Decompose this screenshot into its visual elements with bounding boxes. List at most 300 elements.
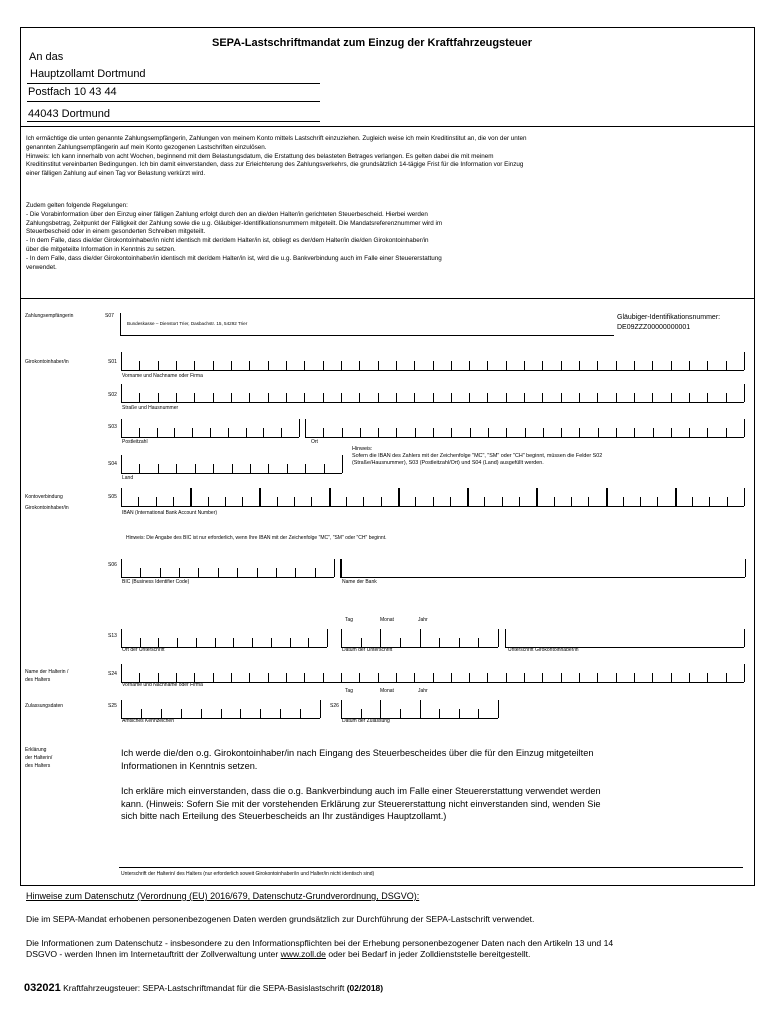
comb-tick <box>158 464 159 473</box>
comb-tick <box>469 673 470 682</box>
comb-tick <box>359 361 360 370</box>
comb-tick <box>121 488 122 506</box>
comb-tick <box>121 352 122 370</box>
plate-caption: Amtliches Kennzeichen <box>122 718 174 724</box>
comb-tick <box>286 361 287 370</box>
bic-hint: Hinweis: Die Angabe des BIC ist nur erforderlich, wenn Ihre IBAN mit der Zeichenfolge "MC", "SM" oder "CH" beginnt. <box>126 535 387 541</box>
comb-tick <box>177 638 178 647</box>
comb-tick <box>726 361 727 370</box>
rules-text: Zudem gelten folgende Regelungen: - Die Vorabinformation über den Einzug einer fälligen Zahlung erfolgt durch den an die/den Halter/in gerichteten Steuerbescheid. Hierbei werden Zahlungsbetrag, Zeitpunkt der Fälligkeit der Zahlung sowie die u.g. Gläubiger-Identifikationsnummern mitgeteilt. Die Mandatsreferenznummer wird im Steuerbescheid oder in einem gesonderten Schreiben mitgeteilt. - In dem Falle, dass die/der Girokontoinhaber/in nicht identisch mit der/dem Halter/in ist, obliegt es der/dem Halter/in die/den Girokontoinhaber/in über die mitgeteilte Information in Kenntnis zu setzen. - In dem Falle, dass die/der Girokontoinhaber/in identisch mit der/dem Halter/in ist, wird die u.g. Bankverbindung auch im Falle einer Steuererstattung verwendet. <box>26 202 443 271</box>
account-holder-signature-field[interactable] <box>505 629 744 648</box>
comb-tick <box>588 497 589 506</box>
comb-tick <box>304 393 305 402</box>
address-line-1: Hauptzollamt Dortmund <box>30 68 146 80</box>
comb-tick <box>341 673 342 682</box>
comb-tick <box>228 428 229 437</box>
comb-tick <box>414 361 415 370</box>
country-caption: Land <box>122 475 134 481</box>
comb-tick <box>396 361 397 370</box>
comb-tick <box>469 361 470 370</box>
address-rule-1 <box>27 83 320 84</box>
payee-value: Bundeskasse – Dienstort Trier, Dasbachstr. 15, 54292 Trier <box>127 321 248 326</box>
comb-tick <box>280 709 281 718</box>
address-rule-3 <box>27 121 320 122</box>
comb-tick <box>213 464 214 473</box>
comb-tick <box>616 361 617 370</box>
comb-tick <box>363 497 364 506</box>
comb-tick <box>398 488 400 506</box>
payee-label: Zahlungsempfängerin <box>25 313 74 319</box>
comb-tick <box>139 393 140 402</box>
bank-name-field[interactable] <box>340 559 745 578</box>
comb-tick <box>233 638 234 647</box>
comb-tick <box>726 428 727 437</box>
comb-tick <box>299 419 300 437</box>
comb-tick <box>414 393 415 402</box>
iban-field[interactable] <box>121 488 744 507</box>
comb-tick <box>726 393 727 402</box>
comb-tick <box>652 361 653 370</box>
comb-tick <box>459 709 460 718</box>
s13-code: S13 <box>108 633 117 639</box>
comb-tick <box>745 559 746 577</box>
comb-tick <box>400 638 401 647</box>
comb-tick <box>709 497 710 506</box>
comb-tick <box>201 709 202 718</box>
comb-tick <box>259 488 261 506</box>
comb-tick <box>525 428 526 437</box>
comb-tick <box>218 568 219 577</box>
date-day-label: Tag <box>345 617 354 623</box>
comb-tick <box>744 488 745 506</box>
comb-tick <box>451 361 452 370</box>
comb-tick <box>433 673 434 682</box>
comb-tick <box>139 464 140 473</box>
comb-tick <box>139 361 140 370</box>
comb-tick <box>433 361 434 370</box>
comb-tick <box>640 497 641 506</box>
comb-tick <box>396 673 397 682</box>
comb-tick <box>707 393 708 402</box>
comb-tick <box>304 673 305 682</box>
comb-tick <box>380 629 381 647</box>
comb-tick <box>561 428 562 437</box>
comb-tick <box>506 673 507 682</box>
comb-tick <box>381 497 382 506</box>
address-line-3: 44043 Dortmund <box>28 108 110 120</box>
comb-tick <box>415 497 416 506</box>
s01-caption: Vorname und Nachname oder Firma <box>122 373 203 379</box>
comb-tick <box>439 638 440 647</box>
comb-tick <box>176 361 177 370</box>
privacy-text-4: oder bei Bedarf in jeder Zolldienststelle bereitgestellt. <box>328 949 531 959</box>
account-holder-name-field[interactable] <box>121 352 744 371</box>
comb-tick <box>213 393 214 402</box>
comb-tick <box>174 428 175 437</box>
comb-tick <box>140 568 141 577</box>
comb-tick <box>361 709 362 718</box>
keeper-caption: Vorname und Nachname oder Firma <box>122 682 203 688</box>
comb-tick <box>554 497 555 506</box>
place-caption: Ort der Unterschrift <box>122 647 165 653</box>
comb-tick <box>561 361 562 370</box>
comb-tick <box>579 428 580 437</box>
comb-tick <box>616 673 617 682</box>
comb-tick <box>692 497 693 506</box>
comb-tick <box>420 629 421 647</box>
form-code: 032021 <box>24 982 61 994</box>
payee-code: S07 <box>105 313 114 319</box>
comb-tick <box>121 664 122 682</box>
privacy-text-3: DSGVO - werden Ihnen im Internetauftritt der Zollverwaltung unter <box>26 949 279 959</box>
comb-tick <box>707 428 708 437</box>
comb-tick <box>359 673 360 682</box>
comb-tick <box>342 455 343 473</box>
s03-code: S03 <box>108 424 117 430</box>
comb-tick <box>121 384 122 402</box>
comb-tick <box>597 361 598 370</box>
comb-tick <box>231 361 232 370</box>
comb-tick <box>597 393 598 402</box>
comb-tick <box>305 464 306 473</box>
comb-tick <box>451 673 452 682</box>
postcode-field[interactable] <box>121 419 299 438</box>
signature-date-caption: Datum der Unterschrift <box>342 647 393 653</box>
comb-tick <box>225 497 226 506</box>
comb-tick <box>190 488 192 506</box>
comb-tick <box>158 393 159 402</box>
s26-code: S26 <box>330 703 339 709</box>
comb-tick <box>571 497 572 506</box>
form-version: (02/2018) <box>346 983 384 993</box>
country-field[interactable] <box>121 455 342 474</box>
comb-tick <box>121 455 122 473</box>
comb-tick <box>346 497 347 506</box>
comb-tick <box>378 673 379 682</box>
comb-tick <box>311 497 312 506</box>
comb-tick <box>249 393 250 402</box>
comb-tick <box>542 393 543 402</box>
comb-tick <box>505 629 506 647</box>
divider-header <box>20 126 754 127</box>
comb-tick <box>158 361 159 370</box>
comb-tick <box>498 629 499 647</box>
comb-tick <box>727 497 728 506</box>
comb-tick <box>294 497 295 506</box>
comb-tick <box>263 428 264 437</box>
comb-tick <box>653 428 654 437</box>
keeper-signature-caption: Unterschrift der Halterin/ des Halters (nur erforderlich soweit Girokontoinhaber/in und Halter/in nicht identisch sind) <box>121 871 375 877</box>
comb-tick <box>451 428 452 437</box>
privacy-heading: Hinweise zum Datenschutz (Verordnung (EU) 2016/679, Datenschutz-Grundverordnung, DSGVO): <box>26 891 420 901</box>
comb-tick <box>597 673 598 682</box>
comb-tick <box>469 393 470 402</box>
street-field[interactable] <box>121 384 744 403</box>
s24-code: S24 <box>108 671 117 677</box>
registration-date-field[interactable] <box>341 700 498 719</box>
comb-tick <box>616 393 617 402</box>
comb-tick <box>231 393 232 402</box>
comb-tick <box>361 638 362 647</box>
comb-tick <box>467 488 469 506</box>
comb-tick <box>671 428 672 437</box>
comb-tick <box>439 709 440 718</box>
signature-place-field[interactable] <box>121 629 327 648</box>
comb-tick <box>414 673 415 682</box>
comb-tick <box>378 361 379 370</box>
keeper-signature-line[interactable] <box>119 867 743 868</box>
address-line-2: Postfach 10 43 44 <box>28 86 117 98</box>
comb-tick <box>281 428 282 437</box>
comb-tick <box>221 709 222 718</box>
privacy-text-2: Die Informationen zum Datenschutz - insbesondere zu den Informationspflichten bei der Erhebung personenbezogener Daten nach den Artikeln 13 und 14 <box>26 938 614 948</box>
comb-tick <box>744 352 745 370</box>
comb-tick <box>652 393 653 402</box>
comb-tick <box>121 700 122 718</box>
comb-tick <box>323 393 324 402</box>
comb-tick <box>634 361 635 370</box>
comb-tick <box>519 497 520 506</box>
comb-tick <box>579 361 580 370</box>
comb-tick <box>487 361 488 370</box>
comb-tick <box>286 393 287 402</box>
comb-tick <box>657 497 658 506</box>
comb-tick <box>478 709 479 718</box>
comb-tick <box>470 428 471 437</box>
bank-label-1: Kontoverbindung <box>25 494 63 500</box>
comb-tick <box>139 673 140 682</box>
comb-tick <box>744 384 745 402</box>
account-holder-label: Girokontoinhaber/in <box>25 359 69 365</box>
creditor-id-label: Gläubiger-Identifikationsnummer: <box>617 314 721 321</box>
comb-tick <box>324 464 325 473</box>
bic-field[interactable] <box>121 559 334 578</box>
comb-tick <box>327 629 328 647</box>
signature-date-field[interactable] <box>341 629 498 648</box>
comb-tick <box>232 464 233 473</box>
comb-tick <box>320 700 321 718</box>
comb-tick <box>208 497 209 506</box>
comb-tick <box>378 393 379 402</box>
comb-tick <box>213 361 214 370</box>
comb-tick <box>744 419 745 437</box>
keeper-name-field[interactable] <box>121 664 744 683</box>
comb-tick <box>450 497 451 506</box>
comb-tick <box>121 419 122 437</box>
comb-tick <box>524 673 525 682</box>
declaration-inform: Ich werde die/den o.g. Girokontoinhaber/in nach Eingang des Steuerbescheides über die für den Einzug mitgeteilten Informationen in Kenntnis setzen. <box>121 748 594 771</box>
bic-caption: BIC (Business Identifier Code) <box>122 579 190 585</box>
comb-tick <box>295 568 296 577</box>
comb-tick <box>487 393 488 402</box>
comb-tick <box>290 638 291 647</box>
comb-tick <box>195 464 196 473</box>
city-caption: Ort <box>311 439 318 445</box>
comb-tick <box>341 559 342 577</box>
comb-tick <box>433 393 434 402</box>
reg-date-day-label: Tag <box>345 688 354 694</box>
comb-tick <box>484 497 485 506</box>
comb-tick <box>323 673 324 682</box>
comb-tick <box>506 428 507 437</box>
comb-tick <box>141 709 142 718</box>
comb-tick <box>329 488 331 506</box>
zoll-link[interactable]: www.zoll.de <box>280 949 326 959</box>
comb-tick <box>250 464 251 473</box>
comb-tick <box>579 673 580 682</box>
comb-tick <box>502 497 503 506</box>
comb-tick <box>478 638 479 647</box>
comb-tick <box>210 428 211 437</box>
comb-tick <box>300 709 301 718</box>
comb-tick <box>488 428 489 437</box>
comb-tick <box>652 673 653 682</box>
comb-tick <box>634 393 635 402</box>
declaration-consent: Ich erkläre mich einverstanden, dass die o.g. Bankverbindung auch im Falle einer Steuererstattung verwendet werden kann. (Hinweis: Sofern Sie mit der vorstehenden Erklärung zur Steuererstattung nicht einverstanden sind, wenden Sie sich bitte nach Erteilung des Steuerbescheids an Ihr zuständiges Hauptzollamt.) <box>121 786 601 821</box>
reg-date-month-label: Monat <box>380 688 394 694</box>
comb-tick <box>341 629 342 647</box>
comb-tick <box>396 393 397 402</box>
comb-tick <box>506 393 507 402</box>
comb-tick <box>287 464 288 473</box>
comb-tick <box>323 428 324 437</box>
comb-tick <box>634 673 635 682</box>
comb-tick <box>341 700 342 718</box>
comb-tick <box>213 673 214 682</box>
comb-tick <box>304 361 305 370</box>
comb-tick <box>360 428 361 437</box>
comb-tick <box>524 361 525 370</box>
comb-tick <box>459 638 460 647</box>
s05-code: S05 <box>108 494 117 500</box>
address-rule-2 <box>27 101 320 102</box>
divider-intro <box>20 298 754 299</box>
comb-tick <box>176 673 177 682</box>
holder-signature-caption: Unterschrift Girokontoinhaber/in <box>508 647 579 653</box>
comb-tick <box>240 709 241 718</box>
creditor-id-value: DE09ZZZ00000000001 <box>617 324 691 331</box>
comb-tick <box>257 568 258 577</box>
comb-tick <box>268 464 269 473</box>
bank-label-2: Girokontoinhaber/in <box>25 505 69 511</box>
comb-tick <box>181 709 182 718</box>
comb-tick <box>161 709 162 718</box>
s02-caption: Straße und Hausnummer <box>122 405 179 411</box>
city-field[interactable] <box>305 419 744 438</box>
comb-tick <box>433 428 434 437</box>
comb-tick <box>315 568 316 577</box>
comb-tick <box>194 393 195 402</box>
mandate-text: Ich ermächtige die unten genannte Zahlungsempfängerin, Zahlungen von meinem Konto mittels Lastschrift einzuziehen. Zugleich weise ich mein Kreditinstitut an, die von der unten genannten Zahlungsempfängerin auf mein Konto gezogenen Lastschriften einzulösen. Hinweis: Ich kann innerhalb von acht Wochen, beginnend mit dem Belastungsdatum, die Erstattung des belasteten Betrages verlangen. Es gelten dabei die mit meinem Kreditinstitut vereinbarten Bedingungen. Ich bin damit einverstanden, dass zur Erleichterung des Zahlungsverkehrs, die grundsätzlich 14-tägige Frist für die Information vor Einzug einer fälligen Zahlung auf einen Tag vor Belastung verkürzt wird. <box>26 135 527 178</box>
comb-tick <box>323 361 324 370</box>
comb-tick <box>606 488 608 506</box>
comb-tick <box>286 673 287 682</box>
comb-tick <box>121 629 122 647</box>
comb-tick <box>744 664 745 682</box>
iban-caption: IBAN (International Bank Account Number) <box>122 510 218 516</box>
license-plate-field[interactable] <box>121 700 320 719</box>
comb-tick <box>396 428 397 437</box>
s04-code: S04 <box>108 461 117 467</box>
date-year-label: Jahr <box>418 617 428 623</box>
comb-tick <box>689 361 690 370</box>
comb-tick <box>380 700 381 718</box>
comb-tick <box>451 393 452 402</box>
comb-tick <box>675 488 677 506</box>
comb-tick <box>268 361 269 370</box>
comb-tick <box>726 673 727 682</box>
registration-date-caption: Datum der Zulassung <box>342 718 390 724</box>
comb-tick <box>271 638 272 647</box>
comb-tick <box>160 568 161 577</box>
comb-tick <box>634 428 635 437</box>
privacy-text-1: Die im SEPA-Mandat erhobenen personenbezogenen Daten werden grundsätzlich zur Durchführung der SEPA-Lastschrift verwendet. <box>26 914 535 924</box>
comb-tick <box>415 428 416 437</box>
comb-tick <box>173 497 174 506</box>
comb-tick <box>689 428 690 437</box>
address-to: An das <box>29 51 64 63</box>
comb-tick <box>334 559 335 577</box>
comb-tick <box>342 428 343 437</box>
comb-tick <box>542 361 543 370</box>
comb-tick <box>561 393 562 402</box>
comb-tick <box>198 568 199 577</box>
comb-tick <box>498 700 499 718</box>
comb-tick <box>246 428 247 437</box>
comb-tick <box>176 464 177 473</box>
comb-tick <box>252 638 253 647</box>
comb-tick <box>561 673 562 682</box>
date-month-label: Monat <box>380 617 394 623</box>
comb-tick <box>524 393 525 402</box>
declaration-label: Erklärung der Halterin/ des Halters <box>25 747 53 769</box>
comb-tick <box>176 393 177 402</box>
comb-tick <box>400 709 401 718</box>
document-title: SEPA-Lastschriftmandat zum Einzug der Kraftfahrzeugsteuer <box>212 37 533 49</box>
comb-tick <box>420 700 421 718</box>
comb-tick <box>276 568 277 577</box>
comb-tick <box>616 428 617 437</box>
comb-tick <box>598 428 599 437</box>
comb-tick <box>268 673 269 682</box>
comb-tick <box>121 559 122 577</box>
comb-tick <box>744 629 745 647</box>
comb-tick <box>543 428 544 437</box>
registration-label: Zulassungsdaten <box>25 703 64 709</box>
comb-tick <box>671 673 672 682</box>
comb-tick <box>215 638 216 647</box>
comb-tick <box>249 361 250 370</box>
comb-tick <box>138 497 139 506</box>
comb-tick <box>157 428 158 437</box>
comb-tick <box>140 638 141 647</box>
comb-tick <box>249 673 250 682</box>
comb-tick <box>341 393 342 402</box>
comb-tick <box>506 361 507 370</box>
comb-tick <box>305 419 306 437</box>
comb-tick <box>671 393 672 402</box>
comb-tick <box>237 568 238 577</box>
comb-tick <box>433 497 434 506</box>
s02-code: S02 <box>108 392 117 398</box>
comb-tick <box>139 428 140 437</box>
comb-tick <box>158 638 159 647</box>
comb-tick <box>341 361 342 370</box>
s06-code: S06 <box>108 562 117 568</box>
comb-tick <box>671 361 672 370</box>
comb-tick <box>196 638 197 647</box>
comb-tick <box>308 638 309 647</box>
